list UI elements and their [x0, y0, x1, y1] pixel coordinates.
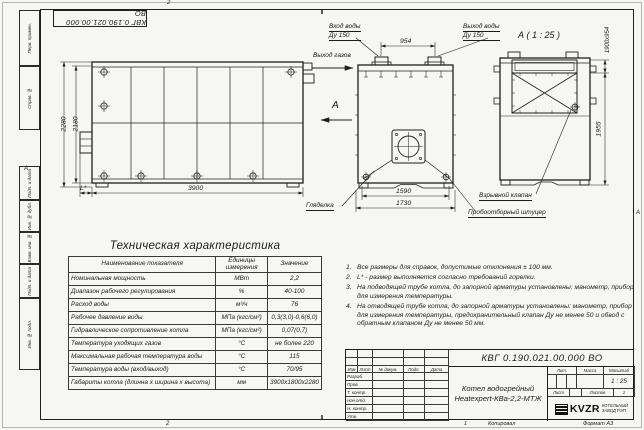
table-row	[69, 351, 322, 364]
water-outlet-label	[463, 23, 500, 41]
product-name-line1: Котел водогрейный	[461, 384, 535, 394]
sheets-value: 1	[614, 389, 635, 397]
water-outlet-line1: Выход воды	[463, 23, 500, 30]
product-name-cell	[449, 367, 548, 421]
lit-sub	[557, 375, 566, 388]
margin-label: Инв. № дубл.	[27, 201, 32, 231]
sampling-fitting-label: Пробоотборный штуцер	[468, 209, 546, 216]
note-number: 2.	[346, 273, 352, 281]
copied-label: Копировал	[488, 421, 516, 427]
explosion-valve-label: Взрывной клапан	[479, 192, 532, 199]
zone-mark-top: 2	[167, 0, 171, 6]
dim-2280: 2280	[60, 116, 68, 132]
format-label: Формат А3	[583, 421, 614, 427]
row-units: °С	[216, 338, 268, 351]
dim-3900: 3900	[188, 185, 204, 192]
section-arrow-label: А	[332, 100, 339, 111]
note-item	[346, 264, 638, 273]
zone-mark-bottom-right: 1	[464, 421, 468, 427]
note-item	[346, 284, 638, 302]
table-row	[69, 377, 322, 390]
title-block	[345, 349, 634, 420]
sheet-row	[548, 389, 635, 397]
row-value: 40-100	[267, 286, 321, 299]
front-view-dimensions	[312, 38, 488, 212]
sign-nkontr: Н. контр.	[346, 405, 373, 413]
sign-tkontr: Т. контр.	[346, 389, 373, 397]
grid-cell	[425, 350, 449, 358]
grid-cell	[373, 373, 404, 381]
water-inlet-label	[329, 23, 361, 41]
margin-label: Справ. №	[27, 87, 32, 109]
grid-cell	[404, 389, 425, 397]
grid-cell	[425, 389, 449, 397]
grid-cell	[404, 381, 425, 389]
row-name: Расход воды	[69, 299, 216, 312]
mass-value	[577, 375, 604, 389]
row-units: °С	[216, 364, 268, 377]
header-izm: Изм	[346, 366, 358, 373]
table-row	[69, 286, 322, 299]
scale-label: Масштаб	[604, 367, 635, 375]
row-value: 76	[267, 299, 321, 312]
row-value: 2,2	[267, 273, 321, 286]
row-units: МВт	[216, 273, 268, 286]
grid-cell	[404, 397, 425, 405]
grid-cell	[425, 358, 449, 366]
lit-sub	[567, 375, 576, 388]
zone-mark-bottom-left: 2	[166, 421, 170, 427]
grid-cell	[425, 397, 449, 405]
grid-cell	[346, 350, 358, 358]
row-name: Рабочее давление воды	[69, 312, 216, 325]
tech-table-title: Техническая характеристика	[109, 240, 281, 252]
row-units: %	[216, 286, 268, 299]
dim-2180: 2180	[72, 116, 80, 132]
logo-sub-line2: ЗАВОД РЭП	[601, 408, 626, 413]
water-inlet-line1: Вход воды	[329, 23, 361, 30]
grid-cell	[373, 389, 404, 397]
grid-cell	[425, 413, 449, 421]
col-value-header: Значение	[267, 257, 321, 273]
title-block-right	[548, 367, 635, 421]
dim-1590: 1590	[396, 188, 412, 195]
kvzr-logo-subtitle	[602, 404, 628, 414]
table-row	[69, 312, 322, 325]
grid-cell	[404, 413, 425, 421]
table-row	[69, 273, 322, 286]
lit-mass-scale-values	[548, 375, 635, 389]
grid-cell	[425, 405, 449, 413]
sheet-value	[570, 389, 582, 397]
table-row	[69, 325, 322, 338]
row-units: МПа (кгс/см²)	[216, 312, 268, 325]
note-number: 4.	[346, 302, 352, 310]
row-name: Диапазон рабочего регулирования	[69, 286, 216, 299]
col-units-line1: Единицы	[228, 256, 256, 264]
note-number: 1.	[346, 264, 352, 271]
zone-mark-right: А	[636, 210, 641, 216]
product-name-line2: Heatexpert-КВа-2,2-МТЖ	[454, 394, 542, 403]
note-text: Все размеры для справок, допустимые отклонения ± 100 мм.	[357, 264, 553, 271]
grid-cell	[373, 381, 404, 389]
row-value: не более 220	[267, 338, 321, 351]
notes-list	[346, 264, 638, 330]
dim-1900x954: 1900х954	[605, 26, 611, 54]
sign-prov: Пров.	[346, 381, 373, 389]
gas-outlet-label: Выход газов	[313, 52, 351, 59]
col-name-header: Наименование показателя	[69, 257, 216, 273]
signature-grid	[346, 350, 449, 421]
sheets-label: Листов	[582, 389, 614, 397]
col-units-header	[216, 257, 268, 273]
note-item	[346, 274, 638, 283]
grid-cell	[425, 373, 449, 381]
mass-label: Масса	[577, 367, 604, 375]
grid-cell	[373, 397, 404, 405]
header-dokum: № докум.	[373, 366, 404, 373]
dim-1955: 1955	[595, 121, 603, 137]
row-units: °С	[216, 351, 268, 364]
water-outlet-line2: Ду 150	[463, 32, 500, 41]
grid-cell	[404, 405, 425, 413]
table-row	[69, 299, 322, 312]
grid-cell	[358, 350, 373, 358]
note-text: На отводящей трубе котла, до запорной арматуры установлены: манометр, прибор для измерения температуры, предохранительный клапан Ду не менее 50 и обвод с обратным клапаном Ду не менее 50 мм.	[357, 302, 632, 328]
grid-cell	[404, 373, 425, 381]
kvzr-logo-icon	[555, 404, 568, 415]
margin-label: Взам. инв. №	[27, 233, 32, 263]
grid-cell	[404, 358, 425, 366]
row-value: 70/95	[267, 364, 321, 377]
table-row	[69, 364, 322, 377]
note-text: L* - размер выполняется согласно требований горелки.	[357, 273, 536, 281]
row-name: Номинальная мощность	[69, 273, 216, 286]
row-name: Максимальная рабочая температура воды	[69, 351, 216, 364]
grid-cell	[373, 358, 404, 366]
row-value: 0,3(3,0)-0,6(6,0)	[267, 312, 321, 325]
dim-1730: 1730	[396, 200, 412, 207]
grid-cell	[358, 358, 373, 366]
side-view	[80, 62, 314, 187]
grid-cell	[373, 350, 404, 358]
margin-label: Перв. примен.	[27, 22, 32, 54]
sheet-label: Лист	[548, 389, 570, 397]
note-item	[346, 303, 638, 330]
header-list: Лист	[358, 366, 373, 373]
kvzr-logo-text: KVZR	[569, 403, 600, 415]
tech-table	[68, 256, 322, 390]
row-value: 115	[267, 351, 321, 364]
grid-cell	[373, 413, 404, 421]
margin-label: Инв. № подл.	[27, 319, 32, 349]
document-number: КВГ 0.190.021.00.000 ВО	[449, 350, 635, 367]
top-stamp-number: КВГ 0.190.021.00.000 ВО	[66, 9, 146, 28]
side-view-dimensions	[60, 62, 303, 197]
col-units-line2: измерения	[225, 263, 258, 271]
margin-label: Подп. и дата	[27, 266, 32, 296]
dim-954: 954	[400, 38, 412, 45]
grid-cell	[346, 358, 358, 366]
lit-value-cells	[548, 375, 577, 389]
scale-value: 1 : 25	[604, 375, 635, 389]
sign-razrab: Разраб.	[346, 373, 373, 381]
lit-sub	[548, 375, 557, 388]
row-units: мм	[216, 377, 268, 390]
sign-nachotd: Нач.отд.	[346, 397, 373, 405]
grid-cell	[373, 405, 404, 413]
row-value: 3900х1800х2280	[267, 377, 321, 390]
lit-label: Лит.	[548, 367, 577, 375]
row-units: м³/ч	[216, 299, 268, 312]
sign-utv: Утв.	[346, 413, 373, 421]
row-value: 0,07(0,7)	[267, 325, 321, 338]
tech-table-header-row	[69, 257, 322, 273]
zone-mark-left: А	[24, 166, 29, 172]
sight-glass-label: Гляделка	[306, 202, 334, 209]
lit-mass-scale-headers	[548, 367, 635, 375]
table-row	[69, 338, 322, 351]
view-a-title: А ( 1 : 25 )	[518, 30, 561, 40]
row-name: Габариты котла (длинна х ширина х высота)	[69, 377, 216, 390]
grid-cell	[404, 350, 425, 358]
tech-characteristics	[68, 240, 322, 390]
logo-sub-line1: КОТЕЛЬНЫЙ	[601, 403, 629, 409]
company-logo	[548, 397, 635, 421]
section-view-a	[494, 52, 596, 185]
dim-l-star: L*	[80, 185, 87, 192]
header-data: Дата	[425, 366, 449, 373]
margin-label: Подп. и дата	[27, 168, 32, 198]
row-units: МПа (кгс/см²)	[216, 325, 268, 338]
row-name: Температура уходящих газов	[69, 338, 216, 351]
note-number: 3.	[346, 283, 352, 291]
row-name: Температура воды (вход/выход)	[69, 364, 216, 377]
note-text: На подводящей трубе котла, до запорной арматуры установлены: манометр, прибор для измерения температуры.	[357, 283, 634, 300]
row-name: Гидравлическое сопротивление котла	[69, 325, 216, 338]
grid-cell	[425, 381, 449, 389]
header-podp: Подп.	[404, 366, 425, 373]
water-inlet-line2: Ду 150	[329, 32, 361, 41]
front-view	[355, 57, 456, 188]
